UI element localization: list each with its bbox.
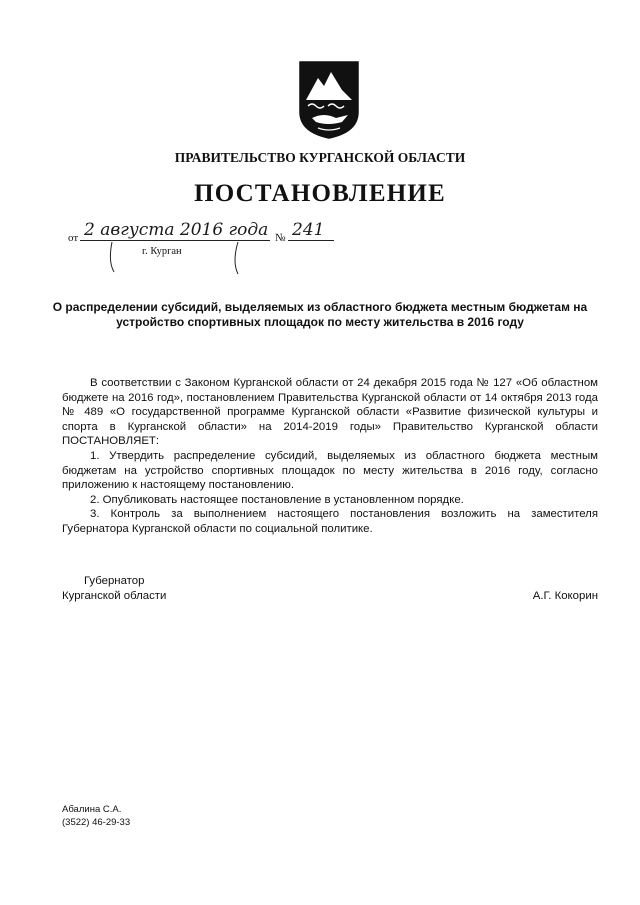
- executor-phone: (3522) 46-29-33: [62, 816, 131, 828]
- handwritten-date: 2 августа 2016 года: [84, 220, 269, 240]
- date-prefix: от: [68, 232, 79, 244]
- handwritten-number: 241: [292, 220, 325, 240]
- body-paragraph: 2. Опубликовать настоящее постановление в установленном порядке.: [90, 493, 464, 506]
- body-paragraph: В соответствии с Законом Курганской области от 24 декабря 2015 года № 127 «Об областном бюджете на 2016 год», постановлением Правительства Курганской области от 14 октября 2013 года № 489 «О государственной программе Курганской области «Развитие физической культуры и спорта в Курганской области» на 2014-2019 годы» Правительство Курганской области ПОСТАНОВЛЯЕТ:: [62, 377, 598, 448]
- signatory-name: А.Г. Кокорин: [532, 590, 598, 602]
- body-paragraph: 1. Утвердить распределение субсидий, выделяемых из областного бюджета местным бюджетам на устройство спортивных площадок по месту жительства в 2016 году, согласно приложению к настоящему постановлению.: [62, 449, 598, 492]
- document-type-title: ПОСТАНОВЛЕНИЕ: [194, 180, 446, 207]
- kurgan-region-coat-of-arms-icon: [298, 60, 360, 140]
- signatory-position-line1: Губернатор: [84, 575, 145, 587]
- handwriting-flourish-icon: [68, 222, 348, 282]
- date-number-line: [68, 222, 348, 282]
- signatory-position-line2: Курганской области: [62, 590, 167, 602]
- signature-block: [62, 574, 598, 604]
- document-subject: О распределении субсидий, выделяемых из областного бюджета местным бюджетам на устройство спортивных площадок по месту жительства в 2016 году: [52, 300, 588, 329]
- executor-name: Абалина С.А.: [62, 804, 122, 815]
- city-label: г. Курган: [142, 246, 182, 257]
- body-paragraph: 3. Контроль за выполнением настоящего постановления возложить на заместителя Губернатора Курганской области по социальной политике.: [62, 508, 598, 535]
- executor-block: [62, 804, 130, 829]
- number-sign: №: [275, 232, 286, 244]
- document-body: [62, 376, 598, 537]
- government-name: ПРАВИТЕЛЬСТВО КУРГАНСКОЙ ОБЛАСТИ: [174, 150, 466, 165]
